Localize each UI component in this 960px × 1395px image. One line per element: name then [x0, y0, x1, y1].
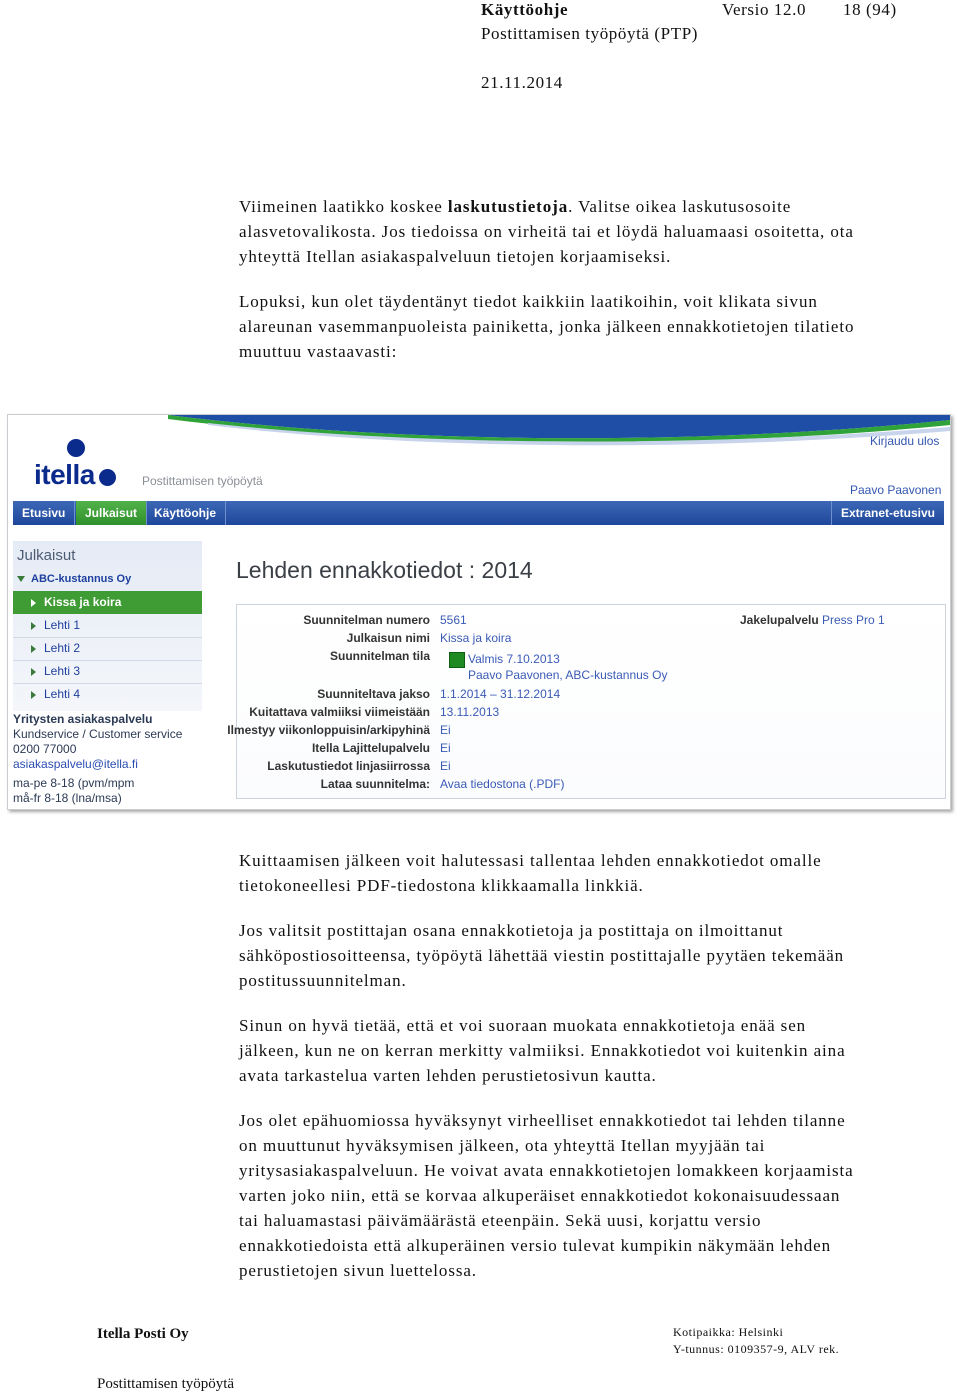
- page-number: 18 (94): [843, 0, 897, 19]
- text-line: yhteyttä Itellan asiakaspalveluun tietojen korjaamiseksi.: [239, 247, 672, 266]
- field-label: Suunnitelman numero: [303, 613, 430, 627]
- field-value: Valmis 7.10.2013: [468, 652, 560, 666]
- bold-term: laskutustietoja: [447, 197, 569, 216]
- service-email-link[interactable]: asiakaspalvelu@itella.fi: [13, 757, 138, 771]
- pdf-download-link[interactable]: Avaa tiedostona (.PDF): [440, 777, 565, 791]
- text-line: varten joko niin, että se korvaa alkuperäiset ennakkotiedot kokonaisuudessaan: [239, 1186, 841, 1205]
- text-line: alareunan vasemmanpuoleista painiketta, jonka jälkeen ennakkotietojen tilatieto: [239, 317, 855, 336]
- text-line: avata tarkastelua varten lehden perustietosivun kautta.: [239, 1066, 657, 1085]
- nav-kayttoohje[interactable]: Käyttöohje: [145, 501, 226, 525]
- itella-logo[interactable]: itella: [34, 459, 95, 490]
- footer-company: Itella Posti Oy: [97, 1326, 189, 1342]
- paragraph-corrections: [239, 1108, 944, 1283]
- field-value: Paavo Paavonen, ABC-kustannus Oy: [468, 668, 668, 682]
- service-hours: må-fr 8-18 (lna/msa): [13, 791, 122, 805]
- sidebar-item-lehti-2[interactable]: [13, 637, 202, 660]
- customer-service-info: [13, 712, 182, 806]
- field-label: Julkaisun nimi: [346, 631, 430, 645]
- field-value: 1.1.2014 – 31.12.2014: [440, 687, 561, 701]
- status-ready-icon: [449, 652, 465, 668]
- doc-type: Käyttöohje: [481, 0, 569, 19]
- paragraph-pdf: [239, 848, 944, 898]
- sidebar-item-label: Lehti 1: [44, 618, 81, 632]
- field-value: Press Pro 1: [822, 613, 885, 627]
- sidebar-item-lehti-3[interactable]: [13, 660, 202, 683]
- text-line: sähköpostiosoitteensa, työpöytä lähettää viestin postittajalle pyytäen tekemään: [239, 946, 845, 965]
- nav-julkaisut[interactable]: Julkaisut: [76, 501, 147, 525]
- arrow-icon: [31, 599, 36, 607]
- field-label: Itella Lajittelupalvelu: [311, 741, 430, 755]
- nav-extranet[interactable]: Extranet-etusivu: [831, 501, 944, 525]
- text-line: Sinun on hyvä tietää, että et voi suoraan muokata ennakkotietoja enää sen: [239, 1016, 807, 1035]
- field-value: Ei: [440, 723, 451, 737]
- sidebar-heading: Julkaisut: [17, 547, 76, 564]
- arrow-icon: [31, 622, 36, 630]
- header-swoosh: [8, 415, 950, 455]
- user-name[interactable]: Paavo Paavonen: [850, 483, 942, 497]
- top-navigation: [13, 501, 944, 525]
- field-label: Suunniteltava jakso: [317, 687, 430, 701]
- text-line: alasvetovalikosta. Jos tiedoissa on virheitä tai et löydä haluamaasi osoitetta, ota: [239, 222, 854, 241]
- service-title: Yritysten asiakaspalvelu: [13, 712, 153, 726]
- sidebar-item-label: Lehti 4: [44, 687, 81, 701]
- field-value: 13.11.2013: [440, 705, 500, 719]
- text-line: muuttuu vastaavasti:: [239, 342, 398, 361]
- sidebar-item-lehti-1[interactable]: [13, 614, 202, 637]
- paragraph-billing: [239, 194, 944, 269]
- text-line: yritysasiakaspalveluun. He voivat avata ennakkotietojen lomakkeen korjaamista: [239, 1161, 854, 1180]
- field-value: Kissa ja koira: [440, 631, 512, 645]
- logo-dot-icon: [99, 469, 116, 486]
- text-line: tietokoneellesi PDF-tiedostona klikkaamalla linkkiä.: [239, 876, 644, 895]
- paragraph-finish: [239, 289, 944, 364]
- field-label: Ilmestyy viikonloppuisin/arkipyhinä: [227, 723, 430, 737]
- embedded-screenshot: [7, 414, 951, 810]
- sidebar-publisher[interactable]: [13, 568, 202, 591]
- sidebar-item-label: Lehti 2: [44, 641, 81, 655]
- service-phone: 0200 77000: [13, 742, 77, 756]
- text-line: ennakkotiedoista että alkuperäinen versio tulevat kumpikin näkymään lehden: [239, 1236, 832, 1255]
- text-line: Jos valitsit postittajan osana ennakkotietoja ja postittaja on ilmoittanut: [239, 921, 784, 940]
- details-panel: [227, 604, 946, 799]
- text-line: Lopuksi, kun olet täydentänyt tiedot kaikkiin laatikoihin, voit klikata sivun: [239, 292, 818, 311]
- footer-domicile: Kotipaikka: Helsinki: [673, 1325, 784, 1339]
- sidebar-item-label: Lehti 3: [44, 664, 81, 678]
- field-label: Lataa suunnitelma:: [320, 777, 430, 791]
- logo-dot-icon: [67, 439, 85, 457]
- arrow-icon: [31, 668, 36, 676]
- service-line: Kundservice / Customer service: [13, 727, 183, 741]
- text: . Valitse oikea laskutusosoite: [568, 197, 792, 216]
- footer-product: Postittamisen työpöytä: [97, 1376, 235, 1392]
- text-line: on muuttunut hyväksymisen jälkeen, ota yhteyttä Itellan myyjään tai: [239, 1136, 766, 1155]
- paragraph-mailer: [239, 918, 944, 993]
- sidebar: [13, 541, 202, 711]
- field-label: Suunnitelman tila: [329, 649, 430, 663]
- field-value: Ei: [440, 759, 451, 773]
- text-line: jälkeen, kun ne on kerran merkitty valmiiksi. Ennakkotiedot voi kuitenkin aina: [239, 1041, 846, 1060]
- page-title: Lehden ennakkotiedot : 2014: [236, 557, 533, 583]
- text: Viimeinen laatikko koskee: [239, 197, 448, 216]
- arrow-icon: [31, 645, 36, 653]
- doc-title: Postittamisen työpöytä (PTP): [481, 24, 699, 43]
- service-hours: ma-pe 8-18 (pvm/mpm: [13, 776, 135, 790]
- version: Versio 12.0: [722, 0, 807, 19]
- doc-date: 21.11.2014: [481, 73, 563, 92]
- logout-link[interactable]: Kirjaudu ulos: [870, 434, 940, 448]
- sidebar-item-kissa-ja-koira[interactable]: [13, 591, 202, 614]
- footer-business-id: Y-tunnus: 0109357-9, ALV rek.: [673, 1342, 840, 1356]
- expand-icon: [17, 576, 25, 582]
- arrow-icon: [31, 691, 36, 699]
- text-line: Kuittaamisen jälkeen voit halutessasi tallentaa lehden ennakkotiedot omalle: [239, 851, 822, 870]
- text-line: tai haluamastasi päivämäärästä eteenpäin. Sekä uusi, korjattu versio: [239, 1211, 762, 1230]
- field-label: Jakelupalvelu: [740, 613, 819, 627]
- text-line: Jos olet epähuomiossa hyväksynyt virheelliset ennakkotiedot tai lehden tilanne: [239, 1111, 846, 1130]
- field-value: Ei: [440, 741, 451, 755]
- field-label: Kuitattava valmiiksi viimeistään: [249, 705, 430, 719]
- field-value: 5561: [440, 613, 467, 627]
- nav-etusivu[interactable]: Etusivu: [13, 501, 75, 525]
- text-line: perustietojen sivun luettelossa.: [239, 1261, 477, 1280]
- publisher-label: ABC-kustannus Oy: [31, 573, 132, 585]
- app-name: Postittamisen työpöytä: [142, 474, 263, 488]
- text-line: postitussuunnitelman.: [239, 971, 407, 990]
- sidebar-item-label: Kissa ja koira: [44, 595, 122, 609]
- paragraph-editing: [239, 1013, 944, 1088]
- sidebar-item-lehti-4[interactable]: [13, 683, 202, 706]
- field-label: Laskutustiedot linjasiirrossa: [267, 759, 430, 773]
